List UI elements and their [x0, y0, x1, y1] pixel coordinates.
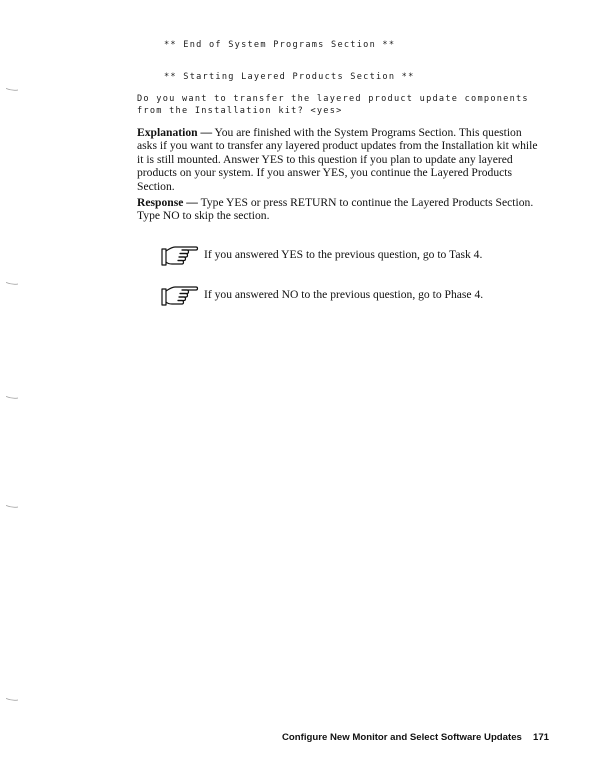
margin-mark [6, 396, 18, 399]
terminal-line-layered-start: ** Starting Layered Products Section ** [164, 72, 415, 82]
margin-mark [6, 698, 18, 701]
margin-mark [6, 505, 18, 508]
explanation-paragraph [137, 126, 541, 193]
explanation-label: Explanation — [137, 126, 213, 139]
response-text: Type YES or press RETURN to continue the Layered Products Section. Type NO to skip the section. [137, 196, 534, 223]
response-label: Response — [137, 196, 198, 209]
response-paragraph [137, 196, 541, 223]
terminal-prompt-line-2: from the Installation kit? <yes> [137, 106, 343, 116]
pointing-hand-icon [160, 243, 200, 267]
page-number: 171 [533, 732, 550, 743]
note-text: If you answered NO to the previous question, go to Phase 4. [204, 288, 484, 301]
note-text: If you answered YES to the previous question, go to Task 4. [204, 248, 483, 261]
terminal-line-system-end: ** End of System Programs Section ** [164, 40, 396, 50]
footer-title: Configure New Monitor and Select Software Updates [282, 732, 522, 743]
margin-mark [6, 88, 18, 91]
terminal-prompt-line-1: Do you want to transfer the layered product update components [137, 94, 529, 104]
margin-mark [6, 282, 18, 285]
note-phase-4 [160, 283, 560, 307]
explanation-text: You are finished with the System Programs Section. This question asks if you want to transfer any layered product updates from the Installation kit while it is still mounted. Answer YES to this question if you plan to update any layered products on your system. If you answer YES, you continue the Layered Products Section. [137, 126, 538, 193]
note-task-4 [160, 243, 560, 267]
pointing-hand-icon [160, 283, 200, 307]
